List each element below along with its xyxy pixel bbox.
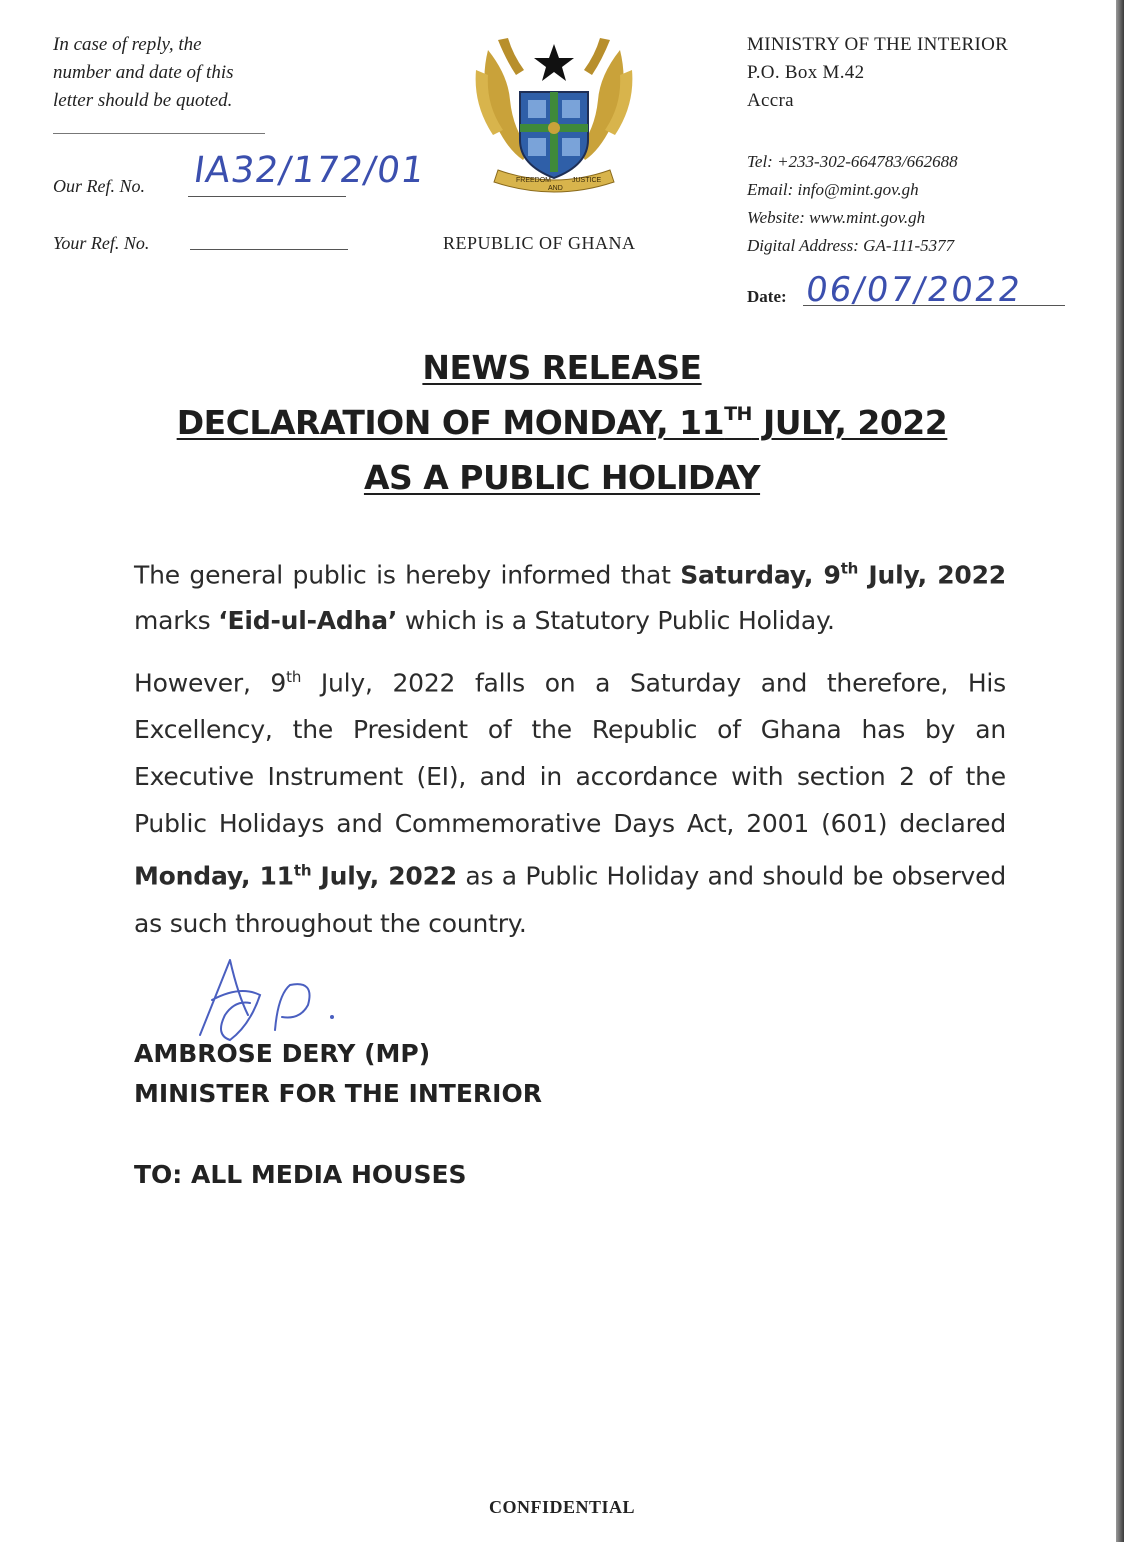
reply-note-line: letter should be quoted. [53, 90, 233, 111]
ministry-po-box: P.O. Box M.42 [747, 62, 865, 83]
heading-line-3: AS A PUBLIC HOLIDAY [363, 458, 761, 497]
our-ref-line [188, 196, 346, 197]
date-value: 06/07/2022 [803, 270, 1025, 310]
superscript: th [840, 560, 859, 578]
bold-text: Saturday, 9 [680, 560, 841, 590]
motto-text: AND [548, 185, 563, 192]
our-ref-label: Our Ref. No. [53, 176, 145, 196]
paragraph-2 [134, 654, 1006, 947]
bold-text: July, 2022 [858, 560, 1007, 590]
your-ref-line [190, 249, 348, 250]
reply-note [53, 31, 313, 115]
motto-text: JUSTICE [572, 177, 602, 184]
contact-email: Email: info@mint.gov.gh [747, 180, 919, 199]
bold-text: July, 2022 [311, 861, 457, 891]
reply-note-line: number and date of this [53, 62, 234, 83]
reply-note-line: In case of reply, the [53, 34, 202, 55]
news-release-heading [0, 348, 1124, 387]
page-edge-shadow [1116, 0, 1124, 1542]
republic-label: REPUBLIC OF GHANA [443, 233, 636, 253]
ministry-city: Accra [747, 90, 794, 111]
contact-digital-address: Digital Address: GA-111-5377 [747, 236, 955, 255]
ghana-coat-of-arms-icon [468, 30, 640, 200]
superscript: th [293, 861, 312, 880]
heading-text: DECLARATION OF MONDAY, 11 [176, 403, 725, 442]
ministry-contact [747, 148, 958, 260]
date-label: Date: [747, 287, 787, 306]
heading-superscript: TH [724, 403, 752, 425]
heading-line-2 [177, 403, 947, 442]
paragraph-text: which is a Statutory Public Holiday. [397, 606, 835, 636]
our-ref-value: IA32/172/01 [191, 150, 428, 191]
ministry-name: MINISTRY OF THE INTERIOR [747, 34, 1009, 55]
heading-text: JULY, 2022 [751, 403, 948, 442]
declaration-heading [0, 403, 1124, 442]
recipient-line: TO: ALL MEDIA HOUSES [134, 1160, 467, 1189]
confidential-footer: CONFIDENTIAL [488, 1497, 636, 1517]
your-ref-label: Your Ref. No. [53, 233, 150, 253]
bold-text: ‘Eid-ul-Adha’ [218, 606, 398, 636]
ministry-address [747, 31, 1008, 115]
signature-icon [190, 955, 360, 1045]
contact-website: Website: www.mint.gov.gh [747, 208, 926, 227]
paragraph-text: marks [134, 606, 219, 636]
paragraph-1 [134, 546, 1006, 644]
motto-text: FREEDOM [516, 177, 551, 184]
public-holiday-heading [0, 458, 1124, 497]
paragraph-text: as a Public Holiday and should be observed as such throughout the country. [134, 861, 1006, 938]
signatory-name: AMBROSE DERY (MP) [134, 1039, 431, 1068]
signatory-title: MINISTER FOR THE INTERIOR [134, 1079, 542, 1108]
superscript: th [286, 668, 302, 686]
bold-text: Monday, 11 [134, 861, 294, 891]
paragraph-text: However, 9 [134, 668, 287, 698]
paragraph-text: July, 2022 falls on a Saturday and therefore, His Excellency, the President of the Republic of Ghana has by an Executive Instrument (EI), and in accordance with section 2 of the Public Holidays and Commemorative Days Act, 2001 (601) declared [134, 668, 1006, 839]
contact-tel: Tel: +233-302-664783/662688 [747, 152, 958, 171]
paragraph-text: The general public is hereby informed that [134, 560, 681, 590]
divider [53, 133, 265, 134]
heading-line-1: NEWS RELEASE [422, 348, 702, 387]
